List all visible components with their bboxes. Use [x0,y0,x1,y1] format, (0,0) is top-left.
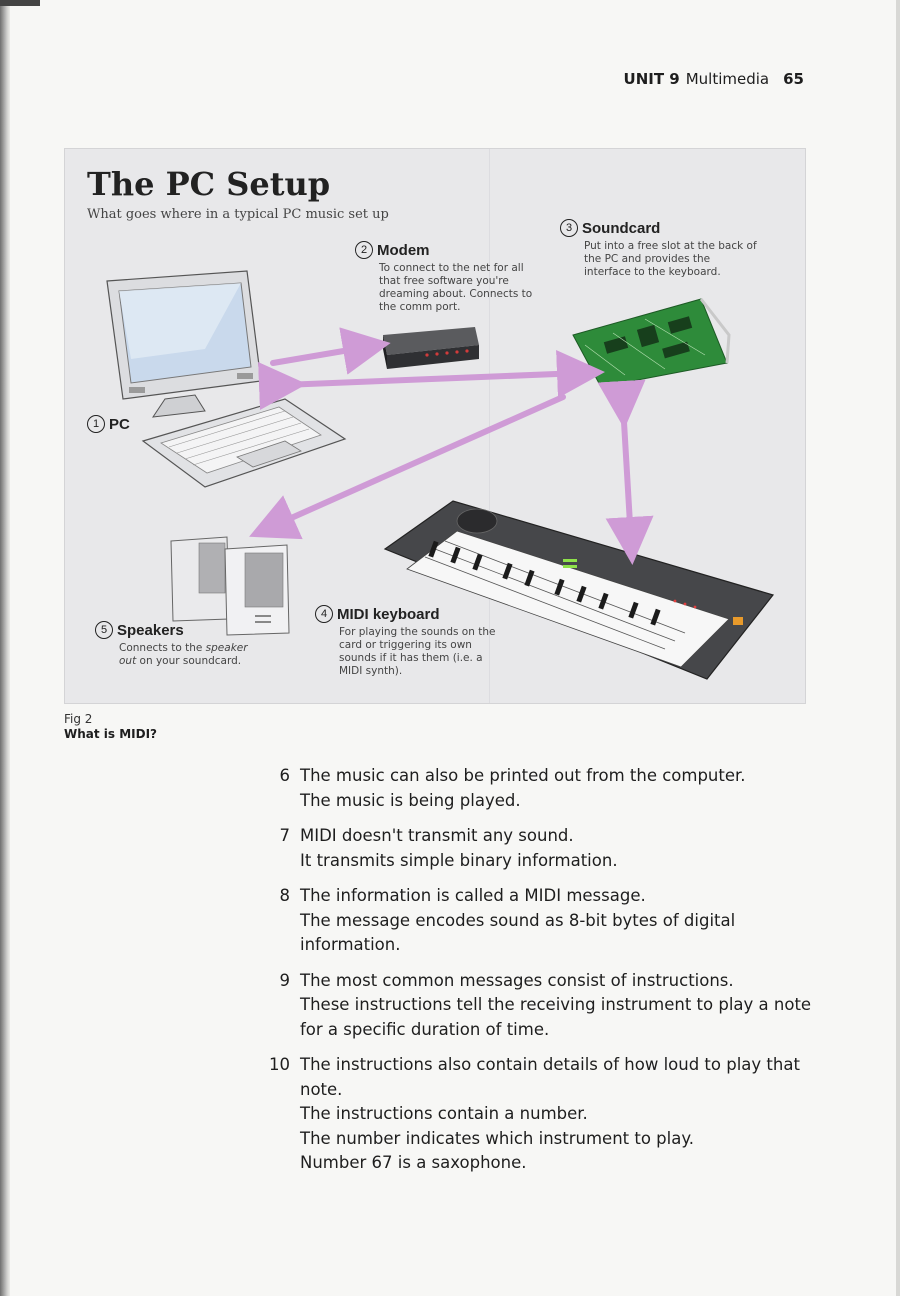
pc-setup-figure [64,148,806,704]
item-sentence: The most common messages consist of instructions. [300,970,734,990]
item-sentence: Number 67 is a saxophone. [300,1153,527,1172]
page-number: 65 [783,70,804,88]
numbered-item [258,824,818,873]
caption-title: What is MIDI? [64,727,158,741]
item-sentence: MIDI doesn't transmit any sound. [300,826,574,845]
callout-number: 5 [95,621,113,639]
item-sentence: The message encodes sound as 8-bit bytes of digital information. [300,910,736,954]
callout-label: Speakers [117,621,184,639]
item-number: 10 [269,1055,290,1074]
numbered-item [258,969,818,1043]
section-label: Multimedia [685,70,770,88]
book-corner [0,0,40,6]
unit-label: UNIT 9 [623,70,680,88]
caption-label: Fig 2 [64,712,93,726]
figure-caption [64,712,157,742]
numbered-item [258,764,818,813]
item-number: 8 [279,886,290,905]
desc-emphasis: speaker out [119,642,248,667]
item-sentence: The information is called a MIDI message. [300,886,646,905]
arrow-soundcard-to-speakers [271,397,563,527]
item-sentence: It transmits simple binary information. [300,850,618,870]
callout-pc [87,415,130,436]
numbered-item [258,884,818,958]
callout-label: Soundcard [582,219,661,237]
pc-monitor-icon [107,271,261,417]
item-sentence: The music can also be printed out from the computer. [300,766,746,785]
callout-description [95,642,265,668]
arrow-pc-to-soundcard [283,373,581,385]
running-header [624,70,804,88]
callout-description: For playing the sounds on the card or triggering its own sounds if it has them (i.e. a MIDI synth). [339,626,496,677]
callout-description: To connect to the net for all that free software you're dreaming about. Connects to the comm port. [379,262,533,313]
item-sentence: The instructions contain a number. [300,1104,588,1123]
callout-label: Modem [377,241,430,259]
callout-description: Put into a free slot at the back of the PC and provides the interface to the keyboard. [584,240,757,278]
modem-icon [383,327,479,369]
figure-subtitle: What goes where in a typical PC music set up [87,207,389,222]
desc-text: Connects to the [119,642,206,654]
callout-number: 4 [315,605,333,623]
callout-soundcard [560,219,760,279]
item-number: 6 [279,766,290,785]
book-spine-shadow [0,0,10,1296]
desc-text: on your soundcard. [136,655,242,667]
callout-number: 3 [560,219,578,237]
item-sentence: These instructions tell the receiving instrument to play a note for a specific duration of time. [300,995,812,1039]
callout-label: PC [109,415,130,433]
callout-midi-keyboard [315,605,505,678]
callout-label: MIDI keyboard [337,605,440,623]
item-sentence: The number indicates which instrument to play. [300,1128,695,1148]
arrow-soundcard-to-midi [623,405,631,541]
item-number: 7 [279,826,290,845]
item-sentence: The music is being played. [300,790,521,810]
arrow-pc-to-modem [273,347,367,363]
callout-number: 1 [87,415,105,433]
figure-title: The PC Setup [87,165,331,203]
page-edge [896,0,900,1296]
soundcard-icon [573,299,729,387]
numbered-item [258,1053,818,1176]
callout-modem [355,241,535,314]
callout-speakers [95,621,265,668]
item-number: 9 [279,970,290,990]
callout-number: 2 [355,241,373,259]
item-sentence: The instructions also contain details of how loud to play that note. [300,1055,800,1099]
numbered-sentences [258,764,818,1187]
